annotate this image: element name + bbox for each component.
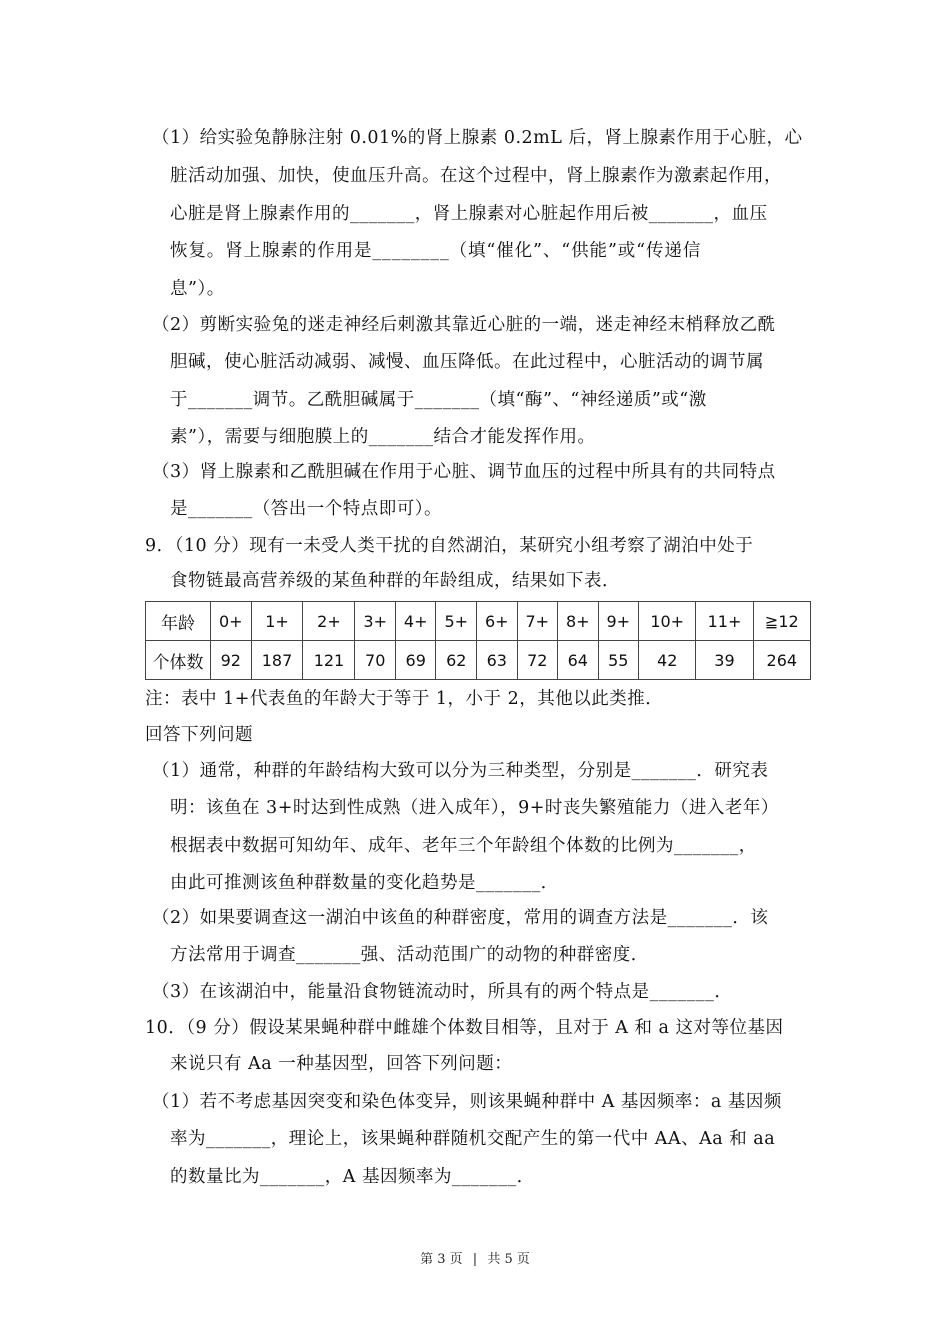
count-cell: 70 [355, 641, 396, 680]
age-cell: 7+ [517, 602, 558, 641]
count-cell: 42 [639, 641, 696, 680]
q10-stem-line1: 10．（9 分）假设某果蝇种群中雌雄个体数目相等，且对于 A 和 a 这对等位基因 [145, 1018, 784, 1038]
page-footer [0, 1248, 950, 1267]
count-cell: 55 [598, 641, 639, 680]
age-cell: 10+ [639, 602, 696, 641]
q9-part2-line1: （2）如果要调查这一湖泊中该鱼的种群密度，常用的调查方法是_______．该 [152, 908, 769, 928]
q9-part1-line3: 根据表中数据可知幼年、成年、老年三个年龄组个体数的比例为_______， [170, 836, 757, 856]
age-cell: 9+ [598, 602, 639, 641]
q9-prompt: 回答下列问题 [145, 725, 253, 745]
q9-part1-line2: 明：该鱼在 3+时达到性成熟（进入成年），9+时丧失繁殖能力（进入老年） [170, 798, 779, 818]
count-cell: 64 [558, 641, 599, 680]
table-row-count [146, 641, 811, 680]
q8-part3-line1: （3）肾上腺素和乙酰胆碱在作用于心脏、调节血压的过程中所具有的共同特点 [152, 462, 776, 482]
q8-part3-line2: 是_______（答出一个特点即可）。 [170, 499, 442, 519]
q9-part3-line1: （3）在该湖泊中，能量沿食物链流动时，所具有的两个特点是_______． [152, 982, 733, 1002]
count-cell: 121 [303, 641, 355, 680]
q9-stem-line2: 食物链最高营养级的某鱼种群的年龄组成，结果如下表． [170, 571, 620, 591]
count-cell: 39 [696, 641, 753, 680]
age-cell: 4+ [395, 602, 436, 641]
count-cell: 63 [477, 641, 518, 680]
q9-part1-line4: 由此可推测该鱼种群数量的变化趋势是_______． [170, 873, 559, 893]
q10-part1-line2: 率为_______，理论上，该果蝇种群随机交配产生的第一代中 AA、Aa 和 aa [170, 1129, 776, 1149]
count-cell: 69 [395, 641, 436, 680]
page-number: 第 3 页 [420, 1252, 463, 1267]
q9-table-note: 注：表中 1+代表鱼的年龄大于等于 1，小于 2，其他以此类推． [145, 689, 664, 709]
q8-part1-line2: 脏活动加强、加快，使血压升高。在这个过程中，肾上腺素作为激素起作用， [170, 166, 782, 186]
age-structure-table [145, 601, 811, 680]
age-cell: 1+ [251, 602, 303, 641]
age-cell: 3+ [355, 602, 396, 641]
q9-part2-line2: 方法常用于调查_______强、活动范围广的动物的种群密度． [170, 945, 649, 965]
q10-part1-line3: 的数量比为_______，A 基因频率为_______． [170, 1167, 535, 1187]
footer-separator: | [472, 1252, 478, 1267]
age-cell: 11+ [696, 602, 753, 641]
q8-part1-line1: （1）给实验兔静脉注射 0.01%的肾上腺素 0.2mL 后，肾上腺素作用于心脏，心 [152, 128, 803, 148]
age-cell: 2+ [303, 602, 355, 641]
q8-part1-line5: 息”）。 [170, 279, 225, 299]
q8-part2-line2: 胆碱，使心脏活动减弱、减慢、血压降低。在此过程中，心脏活动的调节属 [170, 352, 764, 372]
q8-part1-line4: 恢复。肾上腺素的作用是________（填“催化”、“供能”或“传递信 [170, 241, 702, 261]
page-total: 共 5 页 [487, 1252, 530, 1267]
count-cell: 62 [436, 641, 477, 680]
q8-part1-line3: 心脏是肾上腺素作用的_______，肾上腺素对心脏起作用后被_______，血压 [170, 204, 768, 224]
q9-stem-line1: 9．（10 分）现有一未受人类干扰的自然湖泊，某研究小组考察了湖泊中处于 [145, 536, 754, 556]
count-cell: 264 [753, 641, 810, 680]
age-cell: 8+ [558, 602, 599, 641]
q8-part2-line1: （2）剪断实验兔的迷走神经后刺激其靠近心脏的一端，迷走神经末梢释放乙酰 [152, 315, 776, 335]
count-cell: 72 [517, 641, 558, 680]
count-cell: 187 [251, 641, 303, 680]
age-cell: 0+ [211, 602, 252, 641]
q8-part2-line4: 素”），需要与细胞膜上的_______结合才能发挥作用。 [170, 427, 596, 447]
age-cell: 5+ [436, 602, 477, 641]
age-cell: ≧12 [753, 602, 810, 641]
count-cell: 92 [211, 641, 252, 680]
table-header-count: 个体数 [146, 641, 211, 680]
q10-part1-line1: （1）若不考虑基因突变和染色体变异，则该果蝇种群中 A 基因频率：a 基因频 [152, 1092, 782, 1112]
table-header-age: 年龄 [146, 602, 211, 641]
q8-part2-line3: 于_______调节。乙酰胆碱属于_______（填“酶”、“神经递质”或“激 [170, 390, 707, 410]
q10-stem-line2: 来说只有 Aa 一种基因型，回答下列问题： [170, 1054, 513, 1074]
table-row-age [146, 602, 811, 641]
q9-part1-line1: （1）通常，种群的年龄结构大致可以分为三种类型，分别是_______．研究表 [152, 761, 769, 781]
age-cell: 6+ [477, 602, 518, 641]
